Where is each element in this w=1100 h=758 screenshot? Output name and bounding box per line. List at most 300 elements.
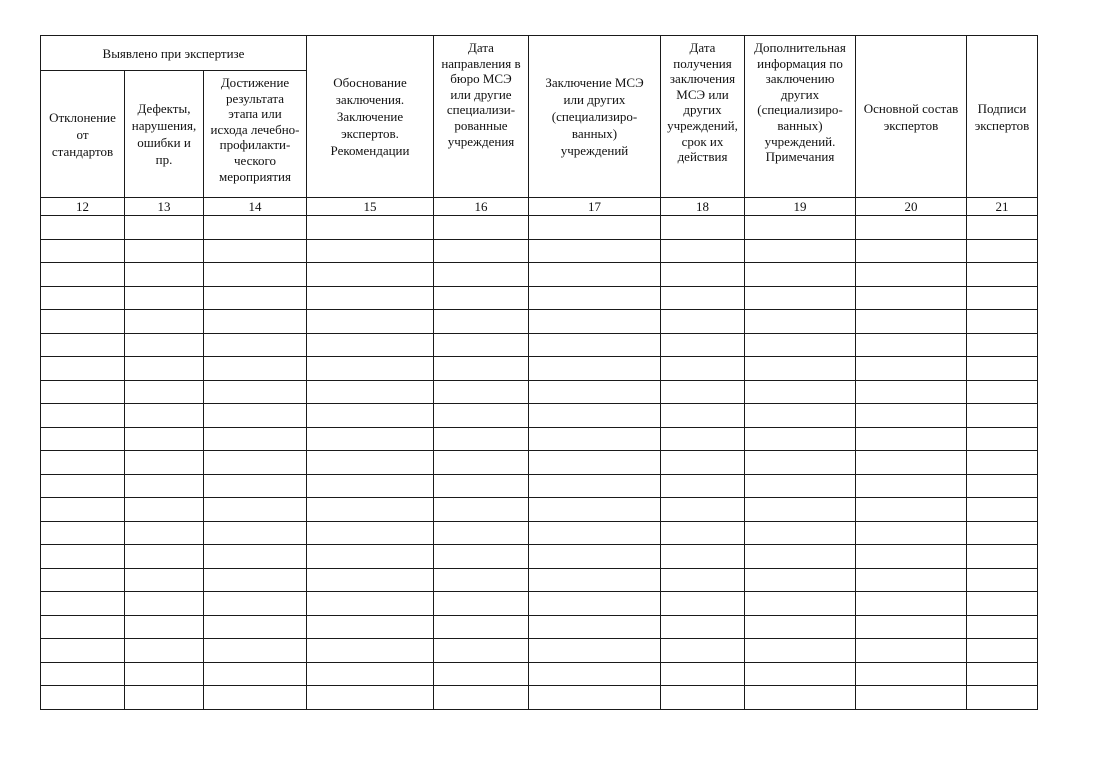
entry-cell-col-17[interactable]	[529, 615, 661, 639]
column-number-15: 15	[307, 198, 434, 216]
entry-cell-col-15[interactable]	[307, 498, 434, 522]
entry-cell-col-20[interactable]	[856, 498, 967, 522]
column-header-line: заключения.	[335, 92, 405, 107]
entry-cell-col-14[interactable]	[204, 451, 307, 475]
entry-cell-col-14[interactable]	[204, 686, 307, 710]
column-header-15	[307, 36, 434, 198]
entry-cell-col-21[interactable]	[967, 427, 1038, 451]
entry-cell-col-17[interactable]	[529, 263, 661, 287]
entry-cell-col-20[interactable]	[856, 239, 967, 263]
entry-cell-col-12[interactable]	[41, 592, 125, 616]
entry-cell-col-19[interactable]	[745, 451, 856, 475]
entry-cell-col-17[interactable]	[529, 568, 661, 592]
column-header-16	[434, 36, 529, 198]
column-header-line: Подписи	[977, 100, 1027, 116]
column-header-19	[745, 36, 856, 198]
entry-cell-col-15[interactable]	[307, 263, 434, 287]
entry-cell-col-21[interactable]	[967, 380, 1038, 404]
form-table	[40, 35, 1038, 710]
entry-cell-col-16[interactable]	[434, 310, 529, 334]
entry-cell-col-20[interactable]	[856, 521, 967, 545]
column-header-line: специализи-	[446, 102, 516, 118]
entry-cell-col-13[interactable]	[125, 521, 204, 545]
table-row	[41, 498, 1038, 522]
table-row	[41, 545, 1038, 569]
table-row	[41, 263, 1038, 287]
entry-cell-col-12[interactable]	[41, 357, 125, 381]
table-row	[41, 380, 1038, 404]
entry-cell-col-21[interactable]	[967, 286, 1038, 310]
entry-cell-col-12[interactable]	[41, 380, 125, 404]
entry-cell-col-19[interactable]	[745, 639, 856, 663]
entry-cell-col-20[interactable]	[856, 263, 967, 287]
entry-cell-col-17[interactable]	[529, 686, 661, 710]
entry-cell-col-16[interactable]	[434, 662, 529, 686]
entry-cell-col-13[interactable]	[125, 662, 204, 686]
entry-cell-col-14[interactable]	[204, 216, 307, 240]
entry-cell-col-18[interactable]	[661, 427, 745, 451]
column-header-line: Заключение МСЭ	[545, 75, 644, 90]
entry-cell-col-13[interactable]	[125, 639, 204, 663]
column-header-line: Рекомендации	[330, 143, 410, 158]
group-title-cell	[41, 36, 307, 71]
entry-cell-col-17[interactable]	[529, 333, 661, 357]
entry-cell-col-12[interactable]	[41, 333, 125, 357]
entry-cell-col-16[interactable]	[434, 357, 529, 381]
entry-cell-col-13[interactable]	[125, 568, 204, 592]
entry-cell-col-12[interactable]	[41, 474, 125, 498]
expert-review-form	[40, 35, 1037, 710]
entry-cell-col-21[interactable]	[967, 545, 1038, 569]
entry-cell-col-21[interactable]	[967, 404, 1038, 428]
column-header-line: ванных)	[777, 117, 823, 133]
column-header-line: мероприятия	[218, 168, 291, 184]
entry-cell-col-19[interactable]	[745, 380, 856, 404]
entry-cell-col-18[interactable]	[661, 521, 745, 545]
column-header-line: Дата	[468, 40, 494, 55]
entry-cell-col-13[interactable]	[125, 286, 204, 310]
table-row	[41, 357, 1038, 381]
entry-cell-col-19[interactable]	[745, 498, 856, 522]
column-header-line: экспертов	[883, 117, 939, 133]
entry-cell-col-14[interactable]	[204, 639, 307, 663]
entry-cell-col-13[interactable]	[125, 357, 204, 381]
column-header-line: (специализиро-	[551, 109, 638, 124]
entry-cell-col-21[interactable]	[967, 216, 1038, 240]
column-header-line: других	[780, 86, 820, 102]
entry-cell-col-16[interactable]	[434, 568, 529, 592]
entry-cell-col-17[interactable]	[529, 521, 661, 545]
entry-cell-col-14[interactable]	[204, 568, 307, 592]
table-row	[41, 404, 1038, 428]
entry-cell-col-21[interactable]	[967, 310, 1038, 334]
entry-cell-col-21[interactable]	[967, 639, 1038, 663]
entry-cell-col-20[interactable]	[856, 639, 967, 663]
entry-cell-col-16[interactable]	[434, 333, 529, 357]
entry-cell-col-21[interactable]	[967, 474, 1038, 498]
column-header-line: Заключение	[336, 109, 404, 124]
entry-cell-col-18[interactable]	[661, 404, 745, 428]
entry-cell-col-20[interactable]	[856, 427, 967, 451]
entry-cell-col-19[interactable]	[745, 615, 856, 639]
table-row	[41, 310, 1038, 334]
entry-cell-col-12[interactable]	[41, 239, 125, 263]
entry-cell-col-17[interactable]	[529, 662, 661, 686]
entry-cell-col-20[interactable]	[856, 615, 967, 639]
entry-cell-col-15[interactable]	[307, 451, 434, 475]
entry-cell-col-18[interactable]	[661, 662, 745, 686]
entry-cell-col-21[interactable]	[967, 451, 1038, 475]
entry-cell-col-13[interactable]	[125, 686, 204, 710]
table-row	[41, 239, 1038, 263]
entry-cell-col-18[interactable]	[661, 239, 745, 263]
table-row	[41, 592, 1038, 616]
entry-cell-col-12[interactable]	[41, 216, 125, 240]
entry-cell-col-21[interactable]	[967, 263, 1038, 287]
entry-cell-col-14[interactable]	[204, 521, 307, 545]
entry-cell-col-18[interactable]	[661, 498, 745, 522]
group-title: Выявлено при экспертизе	[102, 45, 245, 61]
entry-cell-col-12[interactable]	[41, 686, 125, 710]
entry-cell-col-13[interactable]	[125, 380, 204, 404]
entry-cell-col-14[interactable]	[204, 357, 307, 381]
entry-cell-col-15[interactable]	[307, 333, 434, 357]
entry-cell-col-21[interactable]	[967, 357, 1038, 381]
entry-cell-col-15[interactable]	[307, 615, 434, 639]
entry-cell-col-14[interactable]	[204, 286, 307, 310]
entry-cell-col-16[interactable]	[434, 239, 529, 263]
entry-cell-col-15[interactable]	[307, 474, 434, 498]
entry-cell-col-13[interactable]	[125, 310, 204, 334]
entry-cell-col-13[interactable]	[125, 216, 204, 240]
entry-cell-col-21[interactable]	[967, 521, 1038, 545]
entry-cell-col-16[interactable]	[434, 521, 529, 545]
column-header-line: Отклонение	[49, 109, 116, 125]
entry-cell-col-19[interactable]	[745, 216, 856, 240]
entry-cell-col-20[interactable]	[856, 474, 967, 498]
entry-cell-col-18[interactable]	[661, 216, 745, 240]
entry-cell-col-16[interactable]	[434, 216, 529, 240]
entry-cell-col-19[interactable]	[745, 310, 856, 334]
entry-cell-col-12[interactable]	[41, 404, 125, 428]
entry-cell-col-18[interactable]	[661, 474, 745, 498]
entry-cell-col-20[interactable]	[856, 404, 967, 428]
column-number-21: 21	[967, 198, 1038, 216]
entry-cell-col-21[interactable]	[967, 239, 1038, 263]
entry-cell-col-12[interactable]	[41, 498, 125, 522]
entry-cell-col-17[interactable]	[529, 498, 661, 522]
entry-cell-col-14[interactable]	[204, 498, 307, 522]
entry-cell-col-16[interactable]	[434, 615, 529, 639]
entry-cell-col-21[interactable]	[967, 615, 1038, 639]
entry-cell-col-18[interactable]	[661, 686, 745, 710]
column-header-line: нарушения,	[131, 118, 197, 133]
entry-cell-col-15[interactable]	[307, 545, 434, 569]
column-number-20: 20	[856, 198, 967, 216]
entry-cell-col-19[interactable]	[745, 286, 856, 310]
entry-cell-col-17[interactable]	[529, 427, 661, 451]
column-header-line: или других	[563, 92, 626, 107]
entry-cell-col-21[interactable]	[967, 498, 1038, 522]
entry-cell-col-18[interactable]	[661, 310, 745, 334]
entry-cell-col-14[interactable]	[204, 427, 307, 451]
entry-cell-col-13[interactable]	[125, 333, 204, 357]
entry-cell-col-17[interactable]	[529, 216, 661, 240]
column-header-line: заключения	[669, 71, 736, 87]
entry-cell-col-17[interactable]	[529, 592, 661, 616]
entry-cell-col-15[interactable]	[307, 357, 434, 381]
column-header-line: результата	[225, 90, 285, 106]
entry-cell-col-18[interactable]	[661, 357, 745, 381]
entry-cell-col-16[interactable]	[434, 686, 529, 710]
column-header-line: пр.	[155, 152, 173, 167]
table-row	[41, 333, 1038, 357]
entry-cell-col-14[interactable]	[204, 239, 307, 263]
entry-cell-col-15[interactable]	[307, 592, 434, 616]
entry-cell-col-19[interactable]	[745, 333, 856, 357]
entry-cell-col-16[interactable]	[434, 380, 529, 404]
entry-cell-col-15[interactable]	[307, 404, 434, 428]
table-row	[41, 615, 1038, 639]
entry-cell-col-16[interactable]	[434, 545, 529, 569]
entry-cell-col-17[interactable]	[529, 239, 661, 263]
entry-cell-col-20[interactable]	[856, 216, 967, 240]
entry-cell-col-20[interactable]	[856, 310, 967, 334]
entry-cell-col-19[interactable]	[745, 427, 856, 451]
entry-cell-col-13[interactable]	[125, 263, 204, 287]
entry-cell-col-20[interactable]	[856, 545, 967, 569]
entry-cell-col-19[interactable]	[745, 239, 856, 263]
entry-cell-col-17[interactable]	[529, 286, 661, 310]
column-header-line: Дата	[689, 40, 716, 55]
entry-cell-col-19[interactable]	[745, 357, 856, 381]
entry-cell-col-14[interactable]	[204, 333, 307, 357]
entry-cell-col-16[interactable]	[434, 474, 529, 498]
entry-cell-col-14[interactable]	[204, 592, 307, 616]
column-header-line: профилакти-	[219, 137, 291, 153]
column-header-14	[204, 71, 307, 198]
entry-cell-col-16[interactable]	[434, 592, 529, 616]
entry-cell-col-19[interactable]	[745, 545, 856, 569]
entry-cell-col-15[interactable]	[307, 239, 434, 263]
entry-cell-col-13[interactable]	[125, 545, 204, 569]
entry-cell-col-16[interactable]	[434, 263, 529, 287]
column-header-line: экспертов.	[341, 126, 399, 141]
column-header-line: Дополнительная	[754, 40, 846, 55]
entry-cell-col-15[interactable]	[307, 216, 434, 240]
entry-cell-col-13[interactable]	[125, 239, 204, 263]
column-header-line: от	[76, 126, 89, 142]
entry-cell-col-18[interactable]	[661, 568, 745, 592]
entry-cell-col-15[interactable]	[307, 310, 434, 334]
column-number-13: 13	[125, 198, 204, 216]
entry-cell-col-20[interactable]	[856, 357, 967, 381]
column-header-line: этапа или	[228, 106, 282, 122]
column-number-12: 12	[41, 198, 125, 216]
column-header-line: стандартов	[51, 143, 114, 159]
column-header-18	[661, 36, 745, 198]
table-row	[41, 662, 1038, 686]
entry-cell-col-20[interactable]	[856, 333, 967, 357]
entry-cell-col-16[interactable]	[434, 427, 529, 451]
column-header-line: Примечания	[765, 149, 835, 165]
table-row	[41, 427, 1038, 451]
entry-cell-col-19[interactable]	[745, 404, 856, 428]
entry-cell-col-16[interactable]	[434, 451, 529, 475]
entry-cell-col-13[interactable]	[125, 404, 204, 428]
entry-cell-col-13[interactable]	[125, 474, 204, 498]
entry-cell-col-19[interactable]	[745, 263, 856, 287]
column-header-line: учреждения	[447, 133, 515, 149]
entry-cell-col-17[interactable]	[529, 545, 661, 569]
entry-cell-col-18[interactable]	[661, 639, 745, 663]
column-header-13	[125, 71, 204, 198]
entry-cell-col-17[interactable]	[529, 639, 661, 663]
table-row	[41, 521, 1038, 545]
entry-cell-col-15[interactable]	[307, 686, 434, 710]
table-row	[41, 686, 1038, 710]
entry-cell-col-12[interactable]	[41, 662, 125, 686]
entry-cell-col-20[interactable]	[856, 380, 967, 404]
column-header-21	[967, 36, 1038, 198]
column-number-14: 14	[204, 198, 307, 216]
column-header-20	[856, 36, 967, 198]
entry-cell-col-20[interactable]	[856, 286, 967, 310]
entry-cell-col-19[interactable]	[745, 474, 856, 498]
entry-cell-col-14[interactable]	[204, 662, 307, 686]
column-header-17	[529, 36, 661, 198]
entry-cell-col-20[interactable]	[856, 568, 967, 592]
column-header-line: других	[683, 102, 722, 118]
entry-cell-col-18[interactable]	[661, 615, 745, 639]
table-row	[41, 216, 1038, 240]
column-number-18: 18	[661, 198, 745, 216]
column-header-12	[41, 71, 125, 198]
entry-cell-col-15[interactable]	[307, 521, 434, 545]
column-header-line: рованные	[454, 117, 508, 133]
entry-cell-col-18[interactable]	[661, 545, 745, 569]
entry-cell-col-17[interactable]	[529, 451, 661, 475]
entry-cell-col-12[interactable]	[41, 310, 125, 334]
entry-cell-col-13[interactable]	[125, 427, 204, 451]
entry-cell-col-15[interactable]	[307, 380, 434, 404]
column-header-line: информация по	[757, 55, 843, 71]
column-header-line: экспертов	[974, 117, 1030, 133]
entry-cell-col-14[interactable]	[204, 380, 307, 404]
entry-cell-col-17[interactable]	[529, 310, 661, 334]
entry-cell-col-21[interactable]	[967, 333, 1038, 357]
entry-cell-col-12[interactable]	[41, 545, 125, 569]
entry-cell-col-16[interactable]	[434, 286, 529, 310]
table-row	[41, 286, 1038, 310]
column-header-line: Основной состав	[863, 100, 959, 116]
column-header-line: учреждений	[560, 143, 629, 158]
column-header-line: (специализиро-	[757, 102, 843, 118]
entry-cell-col-13[interactable]	[125, 615, 204, 639]
entry-cell-col-14[interactable]	[204, 545, 307, 569]
entry-cell-col-14[interactable]	[204, 615, 307, 639]
entry-cell-col-14[interactable]	[204, 263, 307, 287]
entry-cell-col-12[interactable]	[41, 427, 125, 451]
table-row	[41, 451, 1038, 475]
entry-cell-col-12[interactable]	[41, 639, 125, 663]
entry-cell-col-15[interactable]	[307, 427, 434, 451]
table-row	[41, 639, 1038, 663]
entry-cell-col-21[interactable]	[967, 662, 1038, 686]
entry-cell-col-20[interactable]	[856, 592, 967, 616]
column-header-line: получения	[673, 55, 732, 71]
entry-cell-col-20[interactable]	[856, 686, 967, 710]
entry-cell-col-16[interactable]	[434, 498, 529, 522]
column-number-17: 17	[529, 198, 661, 216]
column-header-line: ошибки и	[137, 135, 191, 150]
entry-cell-col-19[interactable]	[745, 662, 856, 686]
entry-cell-col-14[interactable]	[204, 404, 307, 428]
column-header-line: направления в	[441, 55, 521, 71]
column-header-line: или другие	[450, 86, 512, 102]
entry-cell-col-17[interactable]	[529, 474, 661, 498]
entry-cell-col-18[interactable]	[661, 592, 745, 616]
column-number-16: 16	[434, 198, 529, 216]
column-header-line: срок их	[681, 133, 724, 149]
column-header-line: ческого	[233, 152, 277, 168]
column-header-line: бюро МСЭ	[450, 71, 512, 87]
column-header-line: действия	[677, 149, 728, 165]
entry-cell-col-15[interactable]	[307, 662, 434, 686]
entry-cell-col-12[interactable]	[41, 521, 125, 545]
entry-cell-col-19[interactable]	[745, 592, 856, 616]
table-row	[41, 568, 1038, 592]
column-header-line: заключению	[765, 71, 835, 87]
entry-cell-col-17[interactable]	[529, 404, 661, 428]
entry-cell-col-18[interactable]	[661, 263, 745, 287]
entry-cell-col-15[interactable]	[307, 568, 434, 592]
entry-cell-col-12[interactable]	[41, 286, 125, 310]
entry-cell-col-12[interactable]	[41, 568, 125, 592]
entry-cell-col-21[interactable]	[967, 686, 1038, 710]
entry-cell-col-14[interactable]	[204, 310, 307, 334]
entry-cell-col-15[interactable]	[307, 286, 434, 310]
entry-cell-col-21[interactable]	[967, 592, 1038, 616]
entry-cell-col-14[interactable]	[204, 474, 307, 498]
entry-cell-col-18[interactable]	[661, 333, 745, 357]
entry-cell-col-16[interactable]	[434, 404, 529, 428]
entry-cell-col-13[interactable]	[125, 451, 204, 475]
column-header-line: Дефекты,	[137, 101, 191, 116]
entry-cell-col-12[interactable]	[41, 263, 125, 287]
column-header-line: МСЭ или	[676, 86, 729, 102]
entry-cell-col-15[interactable]	[307, 639, 434, 663]
entry-cell-col-18[interactable]	[661, 380, 745, 404]
entry-cell-col-13[interactable]	[125, 592, 204, 616]
entry-cell-col-19[interactable]	[745, 521, 856, 545]
entry-cell-col-18[interactable]	[661, 451, 745, 475]
entry-cell-col-16[interactable]	[434, 639, 529, 663]
entry-cell-col-19[interactable]	[745, 568, 856, 592]
column-header-line: учреждений.	[764, 133, 836, 149]
entry-cell-col-21[interactable]	[967, 568, 1038, 592]
entry-cell-col-17[interactable]	[529, 357, 661, 381]
entry-cell-col-20[interactable]	[856, 451, 967, 475]
entry-cell-col-19[interactable]	[745, 686, 856, 710]
entry-cell-col-20[interactable]	[856, 662, 967, 686]
entry-cell-col-13[interactable]	[125, 498, 204, 522]
entry-cell-col-17[interactable]	[529, 380, 661, 404]
column-header-line: учреждений,	[667, 117, 738, 133]
entry-cell-col-12[interactable]	[41, 451, 125, 475]
entry-cell-col-12[interactable]	[41, 615, 125, 639]
entry-cell-col-18[interactable]	[661, 286, 745, 310]
